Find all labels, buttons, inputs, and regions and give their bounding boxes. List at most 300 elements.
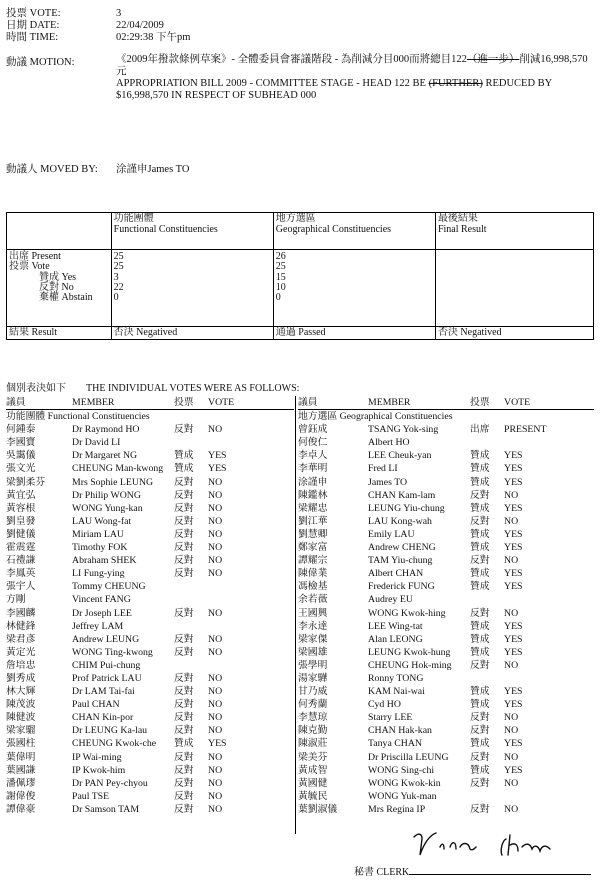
vote-zh: 反對 [174, 751, 194, 763]
member-name-en: LEUNG Kwok-hung [368, 646, 451, 658]
vote-zh: 反對 [470, 515, 490, 527]
member-name-zh: 林健鋒 [6, 620, 36, 632]
member-name-en: Tommy CHEUNG [72, 581, 146, 593]
vote-zh: 贊成 [470, 764, 490, 776]
gc-member-row [298, 476, 594, 489]
member-name-en: Cyd HO [368, 699, 401, 711]
member-name-en: LEE Cheuk-yan [368, 450, 432, 462]
gc-member-row [298, 580, 594, 593]
member-name-en: LEE Wing-tat [368, 620, 423, 632]
fc-counts: 25 25 3 22 0 [111, 250, 273, 327]
member-name-en: CHAN Hak-kan [368, 725, 432, 737]
vote-en: YES [504, 542, 523, 554]
vote-zh: 贊成 [470, 686, 490, 698]
member-name-zh: 劉秀成 [6, 672, 36, 684]
vote-zh: 反對 [470, 659, 490, 671]
vote-en: NO [208, 699, 223, 711]
member-name-zh: 梁耀忠 [298, 502, 328, 514]
fc-member-row [6, 580, 294, 593]
gc-member-row [298, 607, 594, 620]
vote-en: YES [504, 528, 523, 540]
member-name-en: WONG Kwok-kin [368, 777, 441, 789]
vote-value: 3 [116, 8, 122, 19]
vote-en: YES [504, 646, 523, 658]
member-name-zh: 石禮謙 [6, 555, 36, 567]
fc-member-row [6, 620, 294, 633]
vote-en: NO [208, 686, 223, 698]
vote-en: NO [208, 555, 223, 567]
motion-label: 動議 MOTION: [6, 57, 75, 68]
motion-en-strike: (FURTHER) [428, 78, 483, 89]
member-name-zh: 何鍾泰 [6, 424, 36, 436]
vote-zh: 贊成 [470, 620, 490, 632]
member-name-zh: 潘佩璆 [6, 777, 36, 789]
vote-en: YES [504, 502, 523, 514]
member-name-en: Prof Patrick LAU [72, 672, 142, 684]
member-name-en: TSANG Yok-sing [368, 424, 439, 436]
gc-member-row [298, 502, 594, 515]
member-name-en: IP Wai-ming [72, 751, 122, 763]
vote-zh: 贊成 [470, 450, 490, 462]
vote-en: NO [504, 803, 519, 815]
member-name-zh: 黃容根 [6, 502, 36, 514]
member-name-zh: 王國興 [298, 607, 328, 619]
gc-member-row [298, 698, 594, 711]
vote-zh: 反對 [174, 777, 194, 789]
count-labels: 出席 Present 投票 Vote 贊成 Yes 反對 No 棄權 Abstain [7, 250, 112, 327]
vote-zh: 出席 [470, 424, 490, 436]
member-name-zh: 劉皇發 [6, 515, 36, 527]
vote-en: NO [208, 633, 223, 645]
member-name-en: Dr Priscilla LEUNG [368, 751, 449, 763]
member-name-zh: 鄭家富 [298, 542, 328, 554]
member-name-zh: 李華明 [298, 463, 328, 475]
vote-zh: 贊成 [470, 699, 490, 711]
member-name-zh: 劉江華 [298, 515, 328, 527]
gc-member-row [298, 449, 594, 462]
vote-en: YES [504, 568, 523, 580]
member-name-zh: 梁君彥 [6, 633, 36, 645]
fc-member-row [6, 436, 294, 449]
vote-en: NO [208, 424, 223, 436]
member-name-en: Starry LEE [368, 712, 413, 724]
vote-zh: 反對 [174, 515, 194, 527]
vote-en: YES [208, 463, 227, 475]
member-name-zh: 李永達 [298, 620, 328, 632]
vote-zh: 反對 [174, 672, 194, 684]
vote-zh: 反對 [470, 712, 490, 724]
vote-en: YES [504, 686, 523, 698]
member-name-en: Albert CHAN [368, 568, 424, 580]
member-name-zh: 李卓人 [298, 450, 328, 462]
member-name-zh: 黃成智 [298, 764, 328, 776]
fc-member-row [6, 685, 294, 698]
date-label: 日期 DATE: [6, 20, 60, 31]
member-name-en: WONG Sing-chi [368, 764, 435, 776]
vote-zh: 反對 [174, 528, 194, 540]
member-name-zh: 葉偉明 [6, 751, 36, 763]
member-name-zh: 黃國健 [298, 777, 328, 789]
member-name-zh: 何俊仁 [298, 437, 328, 449]
member-name-en: Mrs Sophie LEUNG [72, 476, 154, 488]
member-name-en: WONG Yuk-man [368, 790, 437, 802]
vote-zh: 反對 [174, 686, 194, 698]
member-name-en: Dr Philip WONG [72, 489, 141, 501]
fc-member-row [6, 764, 294, 777]
member-name-en: Alan LEONG [368, 633, 423, 645]
member-name-zh: 謝偉俊 [6, 790, 36, 802]
member-name-zh: 李鳳英 [6, 568, 36, 580]
vote-en: NO [504, 725, 519, 737]
member-name-en: Mrs Regina IP [368, 803, 426, 815]
fc-member-row [6, 737, 294, 750]
fc-member-row [6, 541, 294, 554]
vote-en: NO [208, 502, 223, 514]
summary-table [6, 212, 594, 340]
fc-member-row [6, 659, 294, 672]
fc-column-header: 議員 MEMBER 投票 VOTE [6, 396, 294, 410]
fc-member-row [6, 607, 294, 620]
member-name-zh: 吳靄儀 [6, 450, 36, 462]
member-name-en: WONG Yung-kan [72, 502, 143, 514]
vote-zh: 反對 [470, 489, 490, 501]
member-name-zh: 湯家驊 [298, 672, 328, 684]
vote-zh: 反對 [174, 699, 194, 711]
gc-member-row [298, 620, 594, 633]
vote-en: NO [208, 672, 223, 684]
vote-en: NO [208, 476, 223, 488]
vote-en: NO [208, 764, 223, 776]
vote-zh: 贊成 [470, 646, 490, 658]
clerk-signature-line [409, 874, 591, 875]
vote-zh: 贊成 [470, 633, 490, 645]
member-name-zh: 涂謹申 [298, 476, 328, 488]
vote-zh: 贊成 [470, 463, 490, 475]
vote-zh: 反對 [174, 489, 194, 501]
member-name-zh: 陳克勤 [298, 725, 328, 737]
fc-member-row [6, 646, 294, 659]
vote-en: NO [208, 489, 223, 501]
fc-member-row [6, 698, 294, 711]
gc-member-row [298, 803, 594, 816]
vote-en: YES [208, 738, 227, 750]
vote-en: YES [504, 620, 523, 632]
mover-row [6, 161, 189, 176]
vote-zh: 贊成 [470, 738, 490, 750]
vote-zh: 反對 [174, 633, 194, 645]
vote-zh: 贊成 [470, 476, 490, 488]
member-name-zh: 李國寶 [6, 437, 36, 449]
member-name-zh: 梁家騮 [6, 725, 36, 737]
vote-en: YES [504, 476, 523, 488]
clerk-label: 秘書 CLERK [354, 867, 410, 878]
fc-member-row [6, 528, 294, 541]
fc-member-row [6, 515, 294, 528]
member-name-en: LEUNG Yiu-chung [368, 502, 445, 514]
vote-en: NO [504, 712, 519, 724]
member-name-en: Paul CHAN [72, 699, 120, 711]
vote-en: NO [504, 751, 519, 763]
time-row [6, 29, 190, 44]
gc-member-row [298, 672, 594, 685]
vote-en: NO [208, 646, 223, 658]
vote-en: YES [208, 450, 227, 462]
vote-en: PRESENT [504, 424, 547, 436]
fc-result: 否決 Negatived [111, 327, 273, 340]
member-name-en: Dr Joseph LEE [72, 607, 132, 619]
motion-en-part1: APPROPRIATION BILL 2009 - COMMITTEE STAGE - HEAD 122 BE [116, 78, 426, 89]
member-name-en: Emily LAU [368, 528, 415, 540]
summary-counts-row [7, 250, 594, 327]
fc-member-row [6, 672, 294, 685]
gc-member-row [298, 593, 594, 606]
vote-zh: 贊成 [470, 542, 490, 554]
member-name-zh: 林大輝 [6, 686, 36, 698]
time-label: 時間 TIME: [6, 32, 59, 43]
motion-zh-part1: 《2009年撥款條例草案》- 全體委員會審議階段 - 為削減分目000而將總目122 [116, 54, 467, 65]
vote-en: NO [504, 555, 519, 567]
gc-column-header: 議員 MEMBER 投票 VOTE [298, 396, 594, 410]
member-name-zh: 甘乃威 [298, 686, 328, 698]
vote-en: NO [208, 568, 223, 580]
fc-member-row [6, 462, 294, 475]
vote-en: YES [504, 764, 523, 776]
fc-member-row [6, 711, 294, 724]
fc-votes-column [6, 396, 294, 816]
summary-header-row [7, 213, 594, 250]
member-name-en: KAM Nai-wai [368, 686, 425, 698]
final-result: 否決 Negatived [435, 327, 593, 340]
vote-en: NO [504, 777, 519, 789]
vote-en: NO [208, 725, 223, 737]
vote-en: NO [504, 515, 519, 527]
mover-label: 動議人 MOVED BY: [6, 164, 98, 175]
gc-member-row [298, 633, 594, 646]
vote-zh: 贊成 [470, 581, 490, 593]
mover-value: 涂謹申James TO [116, 164, 190, 175]
fc-member-row [6, 423, 294, 436]
gc-member-row [298, 685, 594, 698]
vote-en: YES [504, 450, 523, 462]
member-name-zh: 譚耀宗 [298, 555, 328, 567]
member-name-en: Frederick FUNG [368, 581, 435, 593]
vote-zh: 反對 [174, 803, 194, 815]
member-name-zh: 余若薇 [298, 594, 328, 606]
member-name-en: Albert HO [368, 437, 410, 449]
vote-en: NO [504, 489, 519, 501]
member-name-zh: 馮檢基 [298, 581, 328, 593]
member-name-zh: 陳健波 [6, 712, 36, 724]
vote-zh: 反對 [470, 777, 490, 789]
date-value: 22/04/2009 [116, 20, 164, 31]
gc-header: 地方選區 Geographical Constituencies [273, 213, 435, 250]
gc-member-row [298, 489, 594, 502]
member-name-en: CHEUNG Man-kwong [72, 463, 164, 475]
final-header: 最後結果 Final Result [435, 213, 593, 250]
vote-en: NO [208, 607, 223, 619]
gc-member-row [298, 659, 594, 672]
vote-en: YES [504, 738, 523, 750]
member-name-en: Paul TSE [72, 790, 110, 802]
gc-member-row [298, 751, 594, 764]
member-name-zh: 譚偉豪 [6, 803, 36, 815]
member-name-zh: 詹培忠 [6, 659, 36, 671]
fc-member-row [6, 567, 294, 580]
vote-label: 投票 VOTE: [6, 8, 61, 19]
fc-member-row [6, 554, 294, 567]
vote-zh: 贊成 [470, 568, 490, 580]
member-name-en: Andrew LEUNG [72, 633, 140, 645]
vote-zh: 反對 [174, 424, 194, 436]
clerk-signature [410, 825, 560, 865]
motion-zh-part2: 削減16,998,570元 [116, 54, 588, 77]
vote-en: YES [504, 699, 523, 711]
member-name-en: LAU Wong-fat [72, 515, 132, 527]
gc-counts: 26 25 15 10 0 [273, 250, 435, 327]
member-name-en: WONG Ting-kwong [72, 646, 153, 658]
member-name-zh: 李國麟 [6, 607, 36, 619]
vote-zh: 反對 [470, 555, 490, 567]
vote-en: NO [208, 803, 223, 815]
member-name-en: CHEUNG Hok-ming [368, 659, 452, 671]
member-name-en: Jeffrey LAM [72, 620, 124, 632]
member-name-en: Dr Samson TAM [72, 803, 140, 815]
member-name-zh: 黃宜弘 [6, 489, 36, 501]
member-name-en: Andrew CHENG [368, 542, 436, 554]
fc-member-row [6, 633, 294, 646]
vote-zh: 反對 [174, 790, 194, 802]
member-name-zh: 張文光 [6, 463, 36, 475]
vote-zh: 反對 [174, 555, 194, 567]
gc-member-row [298, 515, 594, 528]
member-name-zh: 劉慧卿 [298, 528, 328, 540]
member-name-en: Miriam LAU [72, 528, 124, 540]
member-name-en: CHAN Kin-por [72, 712, 134, 724]
vote-en: NO [208, 515, 223, 527]
gc-member-row [298, 711, 594, 724]
vote-zh: 反對 [174, 646, 194, 658]
vote-zh: 贊成 [470, 502, 490, 514]
member-name-en: LI Fung-ying [72, 568, 125, 580]
vote-zh: 贊成 [174, 450, 194, 462]
gc-member-row [298, 567, 594, 580]
member-name-en: Tanya CHAN [368, 738, 423, 750]
individual-votes-title: 個別表決如下 THE INDIVIDUAL VOTES WERE AS FOLLOWS: [6, 383, 300, 394]
time-value: 02:29:38 下午pm [116, 32, 191, 43]
member-name-zh: 梁國雄 [298, 646, 328, 658]
gc-member-row [298, 423, 594, 436]
member-name-en: CHIM Pui-chung [72, 659, 141, 671]
member-name-en: CHAN Kam-lam [368, 489, 436, 501]
vote-zh: 反對 [174, 568, 194, 580]
fc-member-row [6, 803, 294, 816]
motion-text [116, 54, 596, 102]
member-name-en: James TO [368, 476, 408, 488]
vote-zh: 反對 [470, 725, 490, 737]
vote-zh: 贊成 [470, 528, 490, 540]
vote-en: NO [504, 607, 519, 619]
fc-member-row [6, 751, 294, 764]
vote-en: YES [504, 463, 523, 475]
vote-en: NO [504, 659, 519, 671]
member-name-zh: 梁家傑 [298, 633, 328, 645]
member-name-en: IP Kwok-him [72, 764, 126, 776]
member-name-en: Dr Raymond HO [72, 424, 140, 436]
fc-member-row [6, 777, 294, 790]
member-name-zh: 葉劉淑儀 [298, 803, 338, 815]
gc-member-row [298, 790, 594, 803]
member-name-zh: 陳淑莊 [298, 738, 328, 750]
fc-header: 功能團體 Functional Constituencies [111, 213, 273, 250]
vote-zh: 反對 [470, 803, 490, 815]
member-name-en: Fred LI [368, 463, 398, 475]
gc-member-row [298, 764, 594, 777]
member-name-zh: 曾鈺成 [298, 424, 328, 436]
vote-zh: 贊成 [174, 463, 194, 475]
gc-member-row [298, 436, 594, 449]
member-name-zh: 黃定光 [6, 646, 36, 658]
vote-zh: 反對 [174, 764, 194, 776]
member-name-zh: 霍震霆 [6, 542, 36, 554]
vote-en: NO [208, 790, 223, 802]
vote-zh: 反對 [174, 542, 194, 554]
member-name-en: Dr LAM Tai-fai [72, 686, 135, 698]
member-name-zh: 張宇人 [6, 581, 36, 593]
member-name-zh: 葉國謙 [6, 764, 36, 776]
motion-en-part2: REDUCED BY $16,998,570 IN RESPECT OF SUBHEAD 000 [116, 78, 552, 101]
vote-en: YES [504, 581, 523, 593]
member-name-en: CHEUNG Kwok-che [72, 738, 157, 750]
member-name-zh: 李慧琼 [298, 712, 328, 724]
member-name-zh: 梁美芬 [298, 751, 328, 763]
member-name-zh: 方剛 [6, 594, 26, 606]
summary-result-row: 結果 Result 否決 Negatived 通過 Passed 否決 Negatived [7, 327, 594, 340]
member-name-en: Ronny TONG [368, 672, 424, 684]
member-name-zh: 張國柱 [6, 738, 36, 750]
vote-zh: 反對 [470, 751, 490, 763]
fc-member-row [6, 489, 294, 502]
fc-member-row [6, 476, 294, 489]
gc-section-heading: 地方選區 Geographical Constituencies [298, 411, 453, 423]
member-name-zh: 梁劉柔芬 [6, 476, 46, 488]
member-name-en: Dr PAN Pey-chyou [72, 777, 148, 789]
vote-en: NO [208, 542, 223, 554]
column-divider [295, 396, 296, 834]
member-name-en: LAU Kong-wah [368, 515, 432, 527]
fc-member-row [6, 502, 294, 515]
motion-zh-strike: （進一步） [466, 54, 520, 65]
vote-en: YES [504, 633, 523, 645]
vote-zh: 反對 [470, 607, 490, 619]
member-name-en: Dr LEUNG Ka-lau [72, 725, 148, 737]
member-name-en: Audrey EU [368, 594, 413, 606]
gc-result: 通過 Passed [273, 327, 435, 340]
fc-member-row [6, 790, 294, 803]
member-name-zh: 何秀蘭 [298, 699, 328, 711]
gc-member-row [298, 724, 594, 737]
member-name-en: TAM Yiu-chung [368, 555, 433, 567]
gc-member-row [298, 646, 594, 659]
fc-section-heading: 功能團體 Functional Constituencies [6, 411, 150, 423]
fc-member-row [6, 593, 294, 606]
vote-zh: 反對 [174, 725, 194, 737]
vote-zh: 贊成 [174, 738, 194, 750]
member-name-zh: 黃毓民 [298, 790, 328, 802]
gc-member-row [298, 737, 594, 750]
vote-en: NO [208, 777, 223, 789]
member-name-zh: 劉健儀 [6, 528, 36, 540]
vote-zh: 反對 [174, 502, 194, 514]
